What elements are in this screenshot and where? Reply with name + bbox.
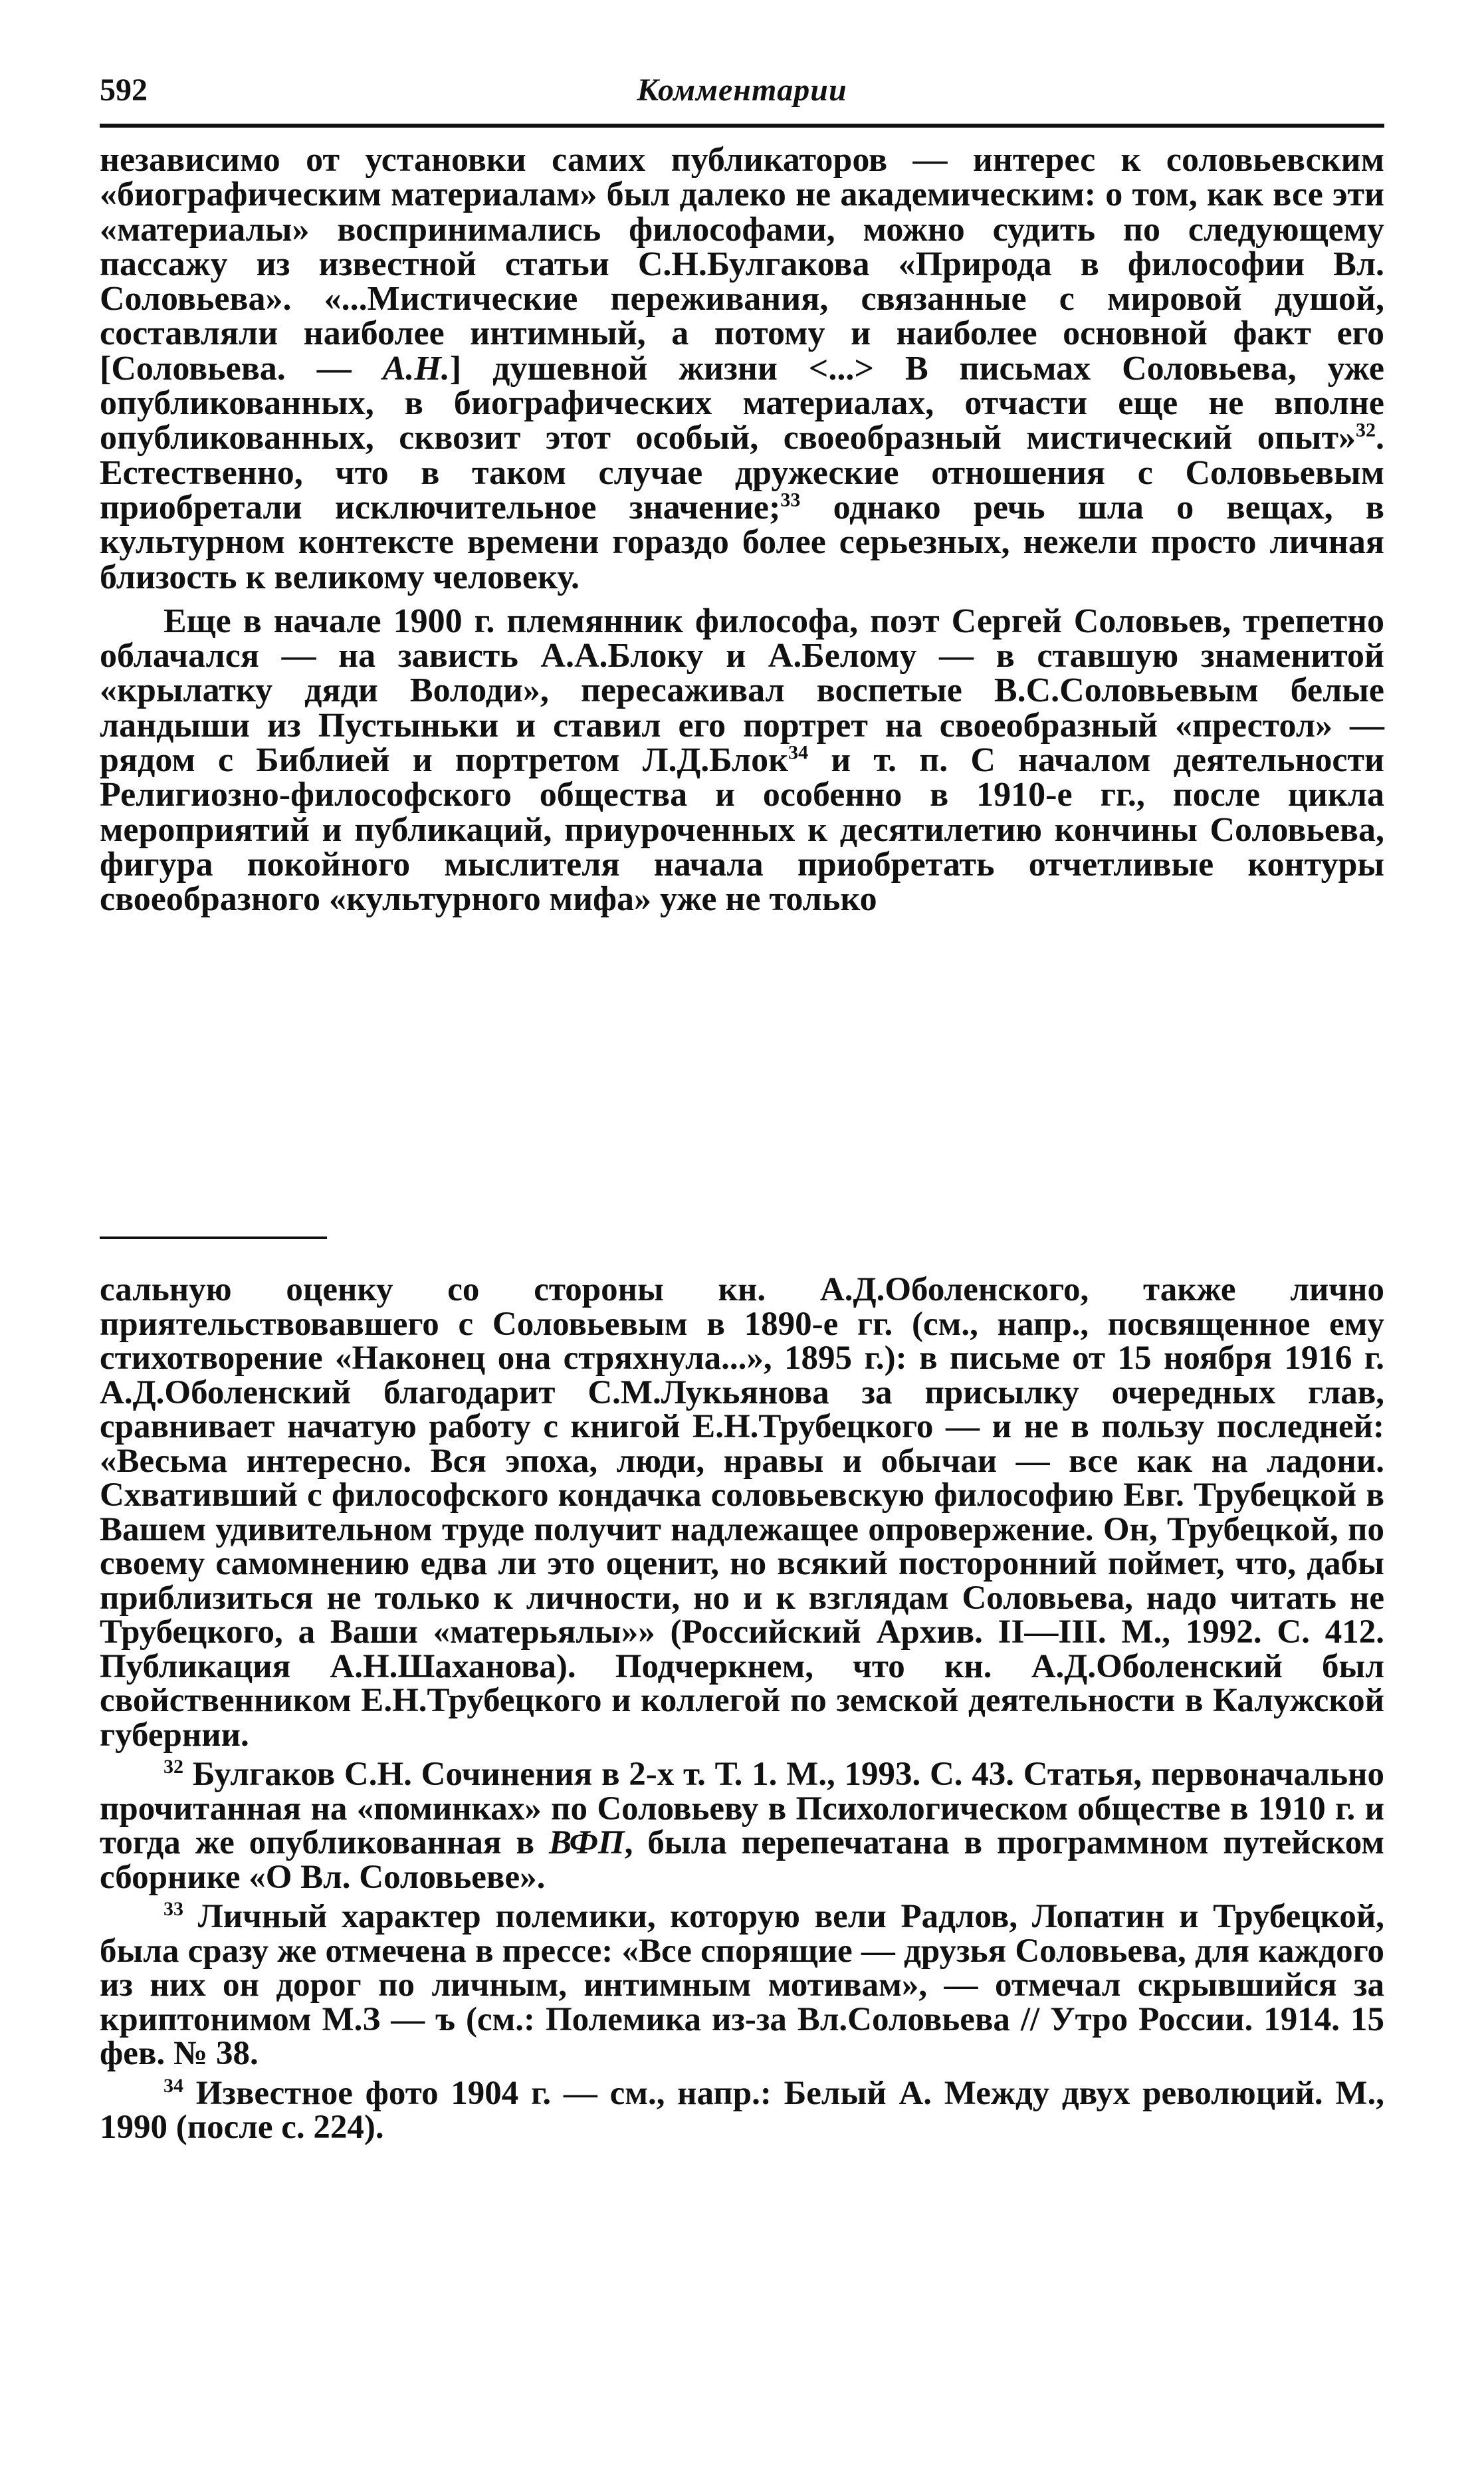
paragraph-2: [100, 604, 1384, 917]
footnote-number: 32: [163, 1756, 183, 1778]
page-header: [100, 66, 1384, 120]
page-number: 592: [100, 72, 148, 108]
footnote-number: 34: [163, 2074, 183, 2097]
running-title: Комментарии: [637, 72, 847, 108]
footnote-34: [100, 2074, 1384, 2146]
main-text: [100, 143, 1384, 917]
footnote-text: Булгаков С.Н. Сочинения в 2-х т. Т. 1. М., 1993. С. 43. Статья, первоначально прочитанная на «поминках» по Соловьеву в Психологическом обществе в 1910 г. и тогда же опубликованная в: [100, 1756, 1384, 1861]
footnote-32: [100, 1758, 1384, 1895]
footnote-ref: 33: [780, 489, 801, 511]
paragraph-text: независимо от установки самих публикаторов — интерес к соловьевским «биографическим материалам» был далеко не академическим: о том, как все эти «материалы» воспринимались философами, можно судить по следующему пассажу из известной статьи С.Н.Булгакова «Природа в философии Вл. Соловьева». «...Мистические переживания, связанные с мировой душой, составляли наиболее интимный, а потому и наиболее основной факт его [Соловьева. —: [100, 141, 1384, 388]
page: [100, 66, 1385, 2146]
footnote-text: Личный характер полемики, которую вели Радлов, Лопатин и Трубецкой, была сразу же отмечена в прессе: «Все спорящие — друзья Соловьева, для каждого из них он дорог по личным, интимным мотивам», — отмечал скрывшийся за криптонимом М.З — ъ (см.: Полемика из-за Вл.Соловьева // Утро России. 1914. 15 фев. № 38.: [100, 1898, 1384, 2072]
footnote-ref: 34: [788, 741, 809, 764]
footnote-number: 33: [163, 1898, 183, 1920]
footnotes: [100, 1273, 1384, 2145]
paragraph-text: однако речь шла о вещах, в культурном контексте времени гораздо более серьезных, нежели просто личная близость к великому человеку.: [100, 488, 1385, 596]
footnote-ref: 32: [1356, 419, 1376, 442]
footnote-text: , была перепечатана в программном путейском сборнике «О Вл. Соловьеве».: [100, 1824, 1384, 1896]
footnote-text: Известное фото 1904 г. — см., напр.: Белый А. Между двух революций. М., 1990 (после с. 224).: [100, 2074, 1384, 2146]
footnote-separator: [100, 1236, 327, 1239]
paragraph-text: Еще в начале 1900 г. племянник философа, поэт Сергей Соловьев, трепетно облачался — на зависть А.А.Блоку и А.Белому — в ставшую знаменитой «крылатку дяди Володи», пересаживал воспетые В.С.Соловьевым белые ландыши из Пустыньки и ставил его портрет на своеобразный «престол» — рядом с Библией и портретом Л.Д.Блок: [100, 602, 1384, 780]
paragraph-text: ] душевной жизни <...> В письмах Соловьева, уже опубликованных, в биографических материалах, отчасти еще не вполне опубликованных, сквозит этот особый, своеобразный мистический опыт»: [100, 349, 1384, 457]
italic-abbrev: ВФП: [548, 1824, 625, 1861]
header-rule: [100, 124, 1384, 128]
paragraph-text: и т. п. С началом деятельности Религиозно-философского общества и особенно в 1910-е гг., после цикла мероприятий и публикаций, приуроченных к десятилетию кончины Соловьева, фигура покойного мыслителя начала приобретать отчетливые контуры своеобразного «культурного мифа» уже не только: [100, 741, 1384, 919]
paragraph-text: . Естественно, что в таком случае дружеские отношения с Соловьевым приобретали исключительное значение;: [100, 419, 1384, 527]
footnote-continuation: сальную оценку со стороны кн. А.Д.Оболенского, также лично приятельствовавшего с Соловьевым в 1890-е гг. (см., напр., посвященное ему стихотворение «Наконец она стряхнула...», 1895 г.): в письме от 15 ноября 1916 г. А.Д.Оболенский благодарит С.М.Лукьянова за присылку очередных глав, сравнивает начатую работу с книгой Е.Н.Трубецкого — и не в пользу последней: «Весьма интересно. Вся эпоха, люди, нравы и обычаи — все как на ладони. Схвативший с философского кондачка соловьевскую философию Евг. Трубецкой в Вашем удивительном труде получит надлежащее опровержение. Он, Трубецкой, по своему самомнению едва ли это оценит, но всякий посторонний поймет, что, дабы приблизиться не только к личности, но и к взглядам Соловьева, надо читать не Трубецкого, а Ваши «матерьялы»» (Российский Архив. II—III. М., 1992. С. 412. Публикация А.Н.Шаханова). Подчеркнем, что кн. А.Д.Оболенский был свойственником Е.Н.Трубецкого и коллегой по земской деятельности в Калужской губернии.: [100, 1271, 1384, 1754]
paragraph-1: [100, 143, 1384, 595]
italic-initials: А.Н.: [382, 349, 450, 388]
footnote-33: [100, 1900, 1384, 2071]
